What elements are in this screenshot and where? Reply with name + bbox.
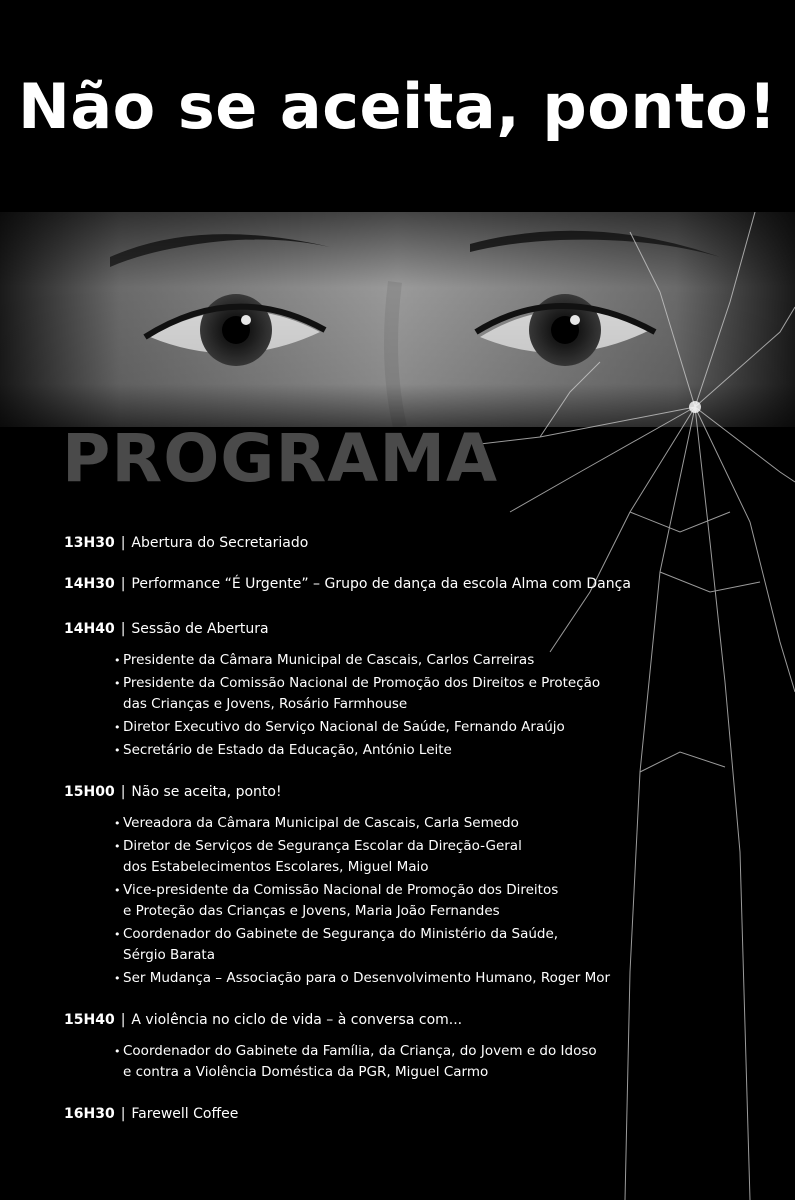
schedule-list bbox=[64, 532, 744, 1125]
list-item: • Presidente da Comissão Nacional de Promoção dos Direitos e Proteção das Crianças e Jovens, Rosário Farmhouse bbox=[114, 673, 744, 715]
separator: | bbox=[120, 1106, 126, 1122]
separator: | bbox=[120, 1012, 126, 1028]
poster-title: Não se aceita, ponto! bbox=[17, 70, 778, 143]
schedule-title: Performance “É Urgente” – Grupo de dança da escola Alma com Dança bbox=[131, 576, 631, 592]
schedule-title: A violência no ciclo de vida – à conversa com... bbox=[131, 1012, 463, 1028]
schedule-time: 13H30 bbox=[64, 535, 115, 551]
schedule-item bbox=[64, 573, 744, 595]
list-item: • Diretor Executivo do Serviço Nacional de Saúde, Fernando Araújo bbox=[114, 717, 744, 738]
list-item: • Vereadora da Câmara Municipal de Cascais, Carla Semedo bbox=[114, 813, 744, 834]
separator: | bbox=[120, 535, 126, 551]
schedule-title: Abertura do Secretariado bbox=[131, 535, 309, 551]
schedule-time: 14H40 bbox=[64, 621, 115, 637]
schedule-time: 14H30 bbox=[64, 576, 115, 592]
list-item: • Ser Mudança – Associação para o Desenvolvimento Humano, Roger Mor bbox=[114, 968, 744, 989]
schedule-time: 15H00 bbox=[64, 784, 115, 800]
separator: | bbox=[120, 576, 126, 592]
schedule-item bbox=[64, 781, 744, 989]
schedule-title: Sessão de Abertura bbox=[131, 621, 269, 637]
schedule-title: Farewell Coffee bbox=[131, 1106, 239, 1122]
schedule-title: Não se aceita, ponto! bbox=[131, 784, 282, 800]
separator: | bbox=[120, 784, 126, 800]
schedule-time: 15H40 bbox=[64, 1012, 115, 1028]
schedule-item bbox=[64, 618, 744, 761]
list-item: • Vice-presidente da Comissão Nacional de Promoção dos Direitos e Proteção das Crianças e Jovens, Maria João Fernandes bbox=[114, 880, 744, 922]
separator: | bbox=[120, 621, 126, 637]
section-heading: PROGRAMA bbox=[62, 420, 499, 497]
schedule-item bbox=[64, 532, 744, 554]
list-item: • Diretor de Serviços de Segurança Escolar da Direção-Geral dos Estabelecimentos Escolares, Miguel Maio bbox=[114, 836, 744, 878]
schedule-time: 16H30 bbox=[64, 1106, 115, 1122]
schedule-item bbox=[64, 1009, 744, 1083]
list-item: • Presidente da Câmara Municipal de Cascais, Carlos Carreiras bbox=[114, 650, 744, 671]
list-item: • Secretário de Estado da Educação, António Leite bbox=[114, 740, 744, 761]
list-item: • Coordenador do Gabinete da Família, da Criança, do Jovem e do Idoso e contra a Violência Doméstica da PGR, Miguel Carmo bbox=[114, 1041, 744, 1083]
list-item: • Coordenador do Gabinete de Segurança do Ministério da Saúde, Sérgio Barata bbox=[114, 924, 744, 966]
schedule-item bbox=[64, 1103, 744, 1125]
